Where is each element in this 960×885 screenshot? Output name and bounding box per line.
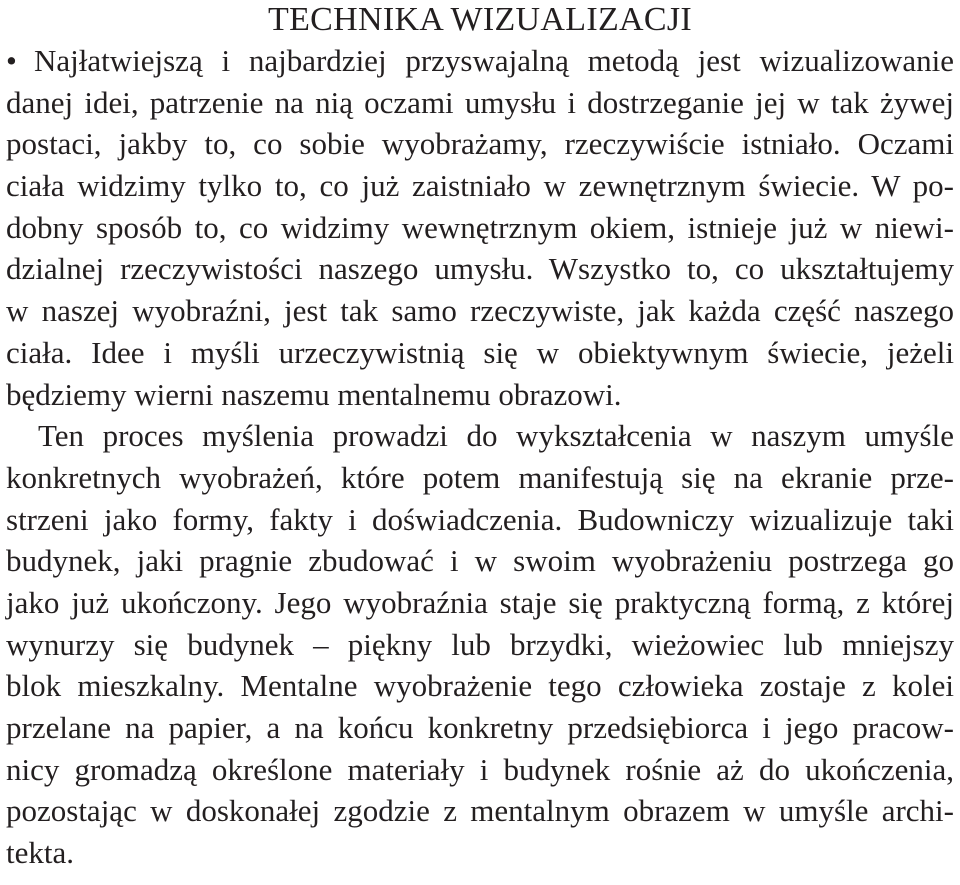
text-line: konkretnych wyobrażeń, które potem manifestują się na ekranie prze- — [6, 459, 954, 495]
text-line: danej idei, patrzenie na nią oczami umysłu i dostrzeganie jej w tak żywej — [6, 84, 954, 120]
text-line: dzialnej rzeczywistości naszego umysłu. Wszystko to, co ukształtujemy — [6, 251, 954, 287]
text-line: w naszej wyobraźni, jest tak samo rzeczywiste, jak każda część naszego — [6, 293, 954, 329]
text-line: ciała widzimy tylko to, co już zaistniało w zewnętrznym świecie. W po- — [6, 168, 954, 204]
text-line: jako już ukończony. Jego wyobraźnia staje się praktyczną formą, z której — [6, 584, 954, 620]
text-line: strzeni jako formy, fakty i doświadczenia. Budowniczy wizualizuje taki — [6, 501, 954, 537]
text-line: ciała. Idee i myśli urzeczywistnią się w obiektywnym świecie, jeżeli — [6, 334, 954, 370]
text-line: Ten proces myślenia prowadzi do wykształcenia w naszym umyśle — [38, 418, 954, 454]
text-line: tekta. — [6, 835, 74, 871]
text-line: będziemy wierni naszemu mentalnemu obrazowi. — [6, 376, 622, 412]
text-line: pozostając w doskonałej zgodzie z mentalnym obrazem w umyśle archi- — [6, 793, 954, 829]
page-title: TECHNIKA WIZUALIZACJI — [268, 1, 692, 38]
text-line: blok mieszkalny. Mentalne wyobrażenie tego człowieka zostaje z kolei — [6, 668, 954, 704]
text-line: nicy gromadzą określone materiały i budynek rośnie aż do ukończenia, — [6, 751, 954, 787]
text-line: dobny sposób to, co widzimy wewnętrznym okiem, istnieje już w niewi- — [6, 209, 954, 245]
bullet-icon: • — [6, 43, 17, 78]
text-line: przelane na papier, a na końcu konkretny przedsiębiorca i jego pracow- — [6, 710, 954, 745]
text-line: postaci, jakby to, co sobie wyobrażamy, rzeczywiście istniało. Oczami — [6, 126, 954, 162]
text-line: budynek, jaki pragnie zbudować i w swoim wyobrażeniu postrzega go — [6, 543, 954, 579]
text-line: • Najłatwiejszą i najbardziej przyswajalną metodą jest wizualizowanie — [6, 40, 954, 82]
body-text — [6, 40, 954, 874]
text-line: wynurzy się budynek – piękny lub brzydki, wieżowiec lub mniejszy — [6, 626, 954, 662]
